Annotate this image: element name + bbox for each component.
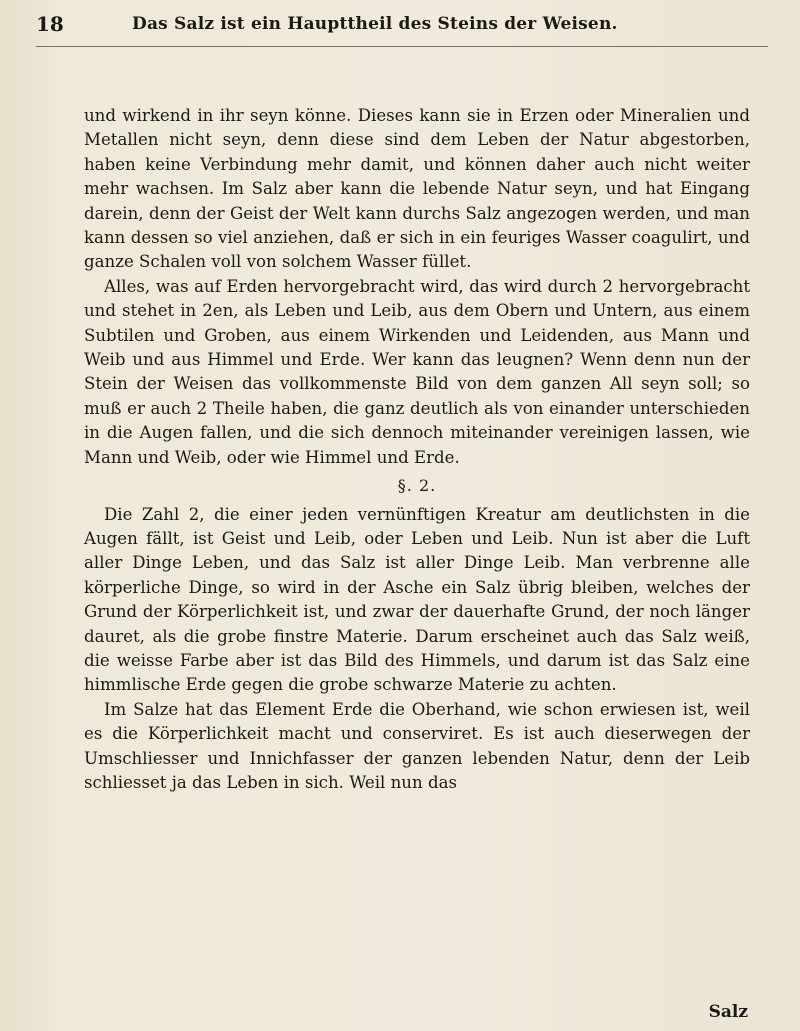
- catchword: Salz: [708, 1002, 748, 1022]
- body-text: [84, 104, 750, 795]
- paragraph: und wirkend in ihr seyn könne. Dieses kann sie in Erzen oder Mineralien und Metallen nicht seyn, denn diese sind dem Leben der Natur abgestorben, haben keine Verbindung mehr damit, und können daher auch nicht weiter mehr wachsen. Im Salz aber kann die lebende Natur seyn, und hat Eingang darein, denn der Geist der Welt kann durchs Salz angezogen werden, und man kann dessen so viel anziehen, daß er sich in ein feuriges Wasser coagulirt, und ganze Schalen voll von solchem Wasser füllet.: [84, 106, 750, 272]
- paragraph: Alles, was auf Erden hervorgebracht wird, das wird durch 2 hervorgebracht und stehet in 2en, als Leben und Leib, aus dem Obern und Untern, aus einem Subtilen und Groben, aus einem Wirkenden und Leidenden, aus Mann und Weib und aus Himmel und Erde. Wer kann das leugnen? Wenn denn nun der Stein der Weisen das vollkommenste Bild von dem ganzen All seyn soll; so muß er auch 2 Theile haben, die ganz deutlich als von einander unterschieden in die Augen fallen, und die sich dennoch miteinander vereinigen lassen, wie Mann und Weib, oder wie Himmel und Erde.: [84, 276, 750, 467]
- paragraph: Die Zahl 2, die einer jeden vernünftigen Kreatur am deutlichsten in die Augen fällt, ist Geist und Leib, oder Leben und Leib. Nun ist aber die Luft aller Dinge Leben, und das Salz ist aller Dinge Leib. Man verbrenne alle körperliche Dinge, so wird in der Asche ein Salz übrig bleiben, welches der Grund der Körperlichkeit ist, und zwar der dauerhafte Grund, der noch länger dauret, als die grobe finstre Materie. Darum erscheinet auch das Salz weiß, die weisse Farbe aber ist das Bild des Himmels, und darum ist das Salz eine himmlische Erde gegen die grobe schwarze Materie zu achten.: [84, 504, 750, 695]
- section-mark: §. 2.: [397, 476, 437, 496]
- page-number: 18: [36, 12, 64, 36]
- running-title: Das Salz ist ein Haupttheil des Steins der Weisen.: [132, 14, 618, 34]
- page-header: [36, 2, 768, 47]
- paragraph: Im Salze hat das Element Erde die Oberhand, wie schon erwiesen ist, weil es die Körperlichkeit macht und conserviret. Es ist auch dieserwegen der Umschliesser und Innichfasser der ganzen lebenden Natur, denn der Leib schliesset ja das Leben in sich. Weil nun das: [84, 699, 750, 792]
